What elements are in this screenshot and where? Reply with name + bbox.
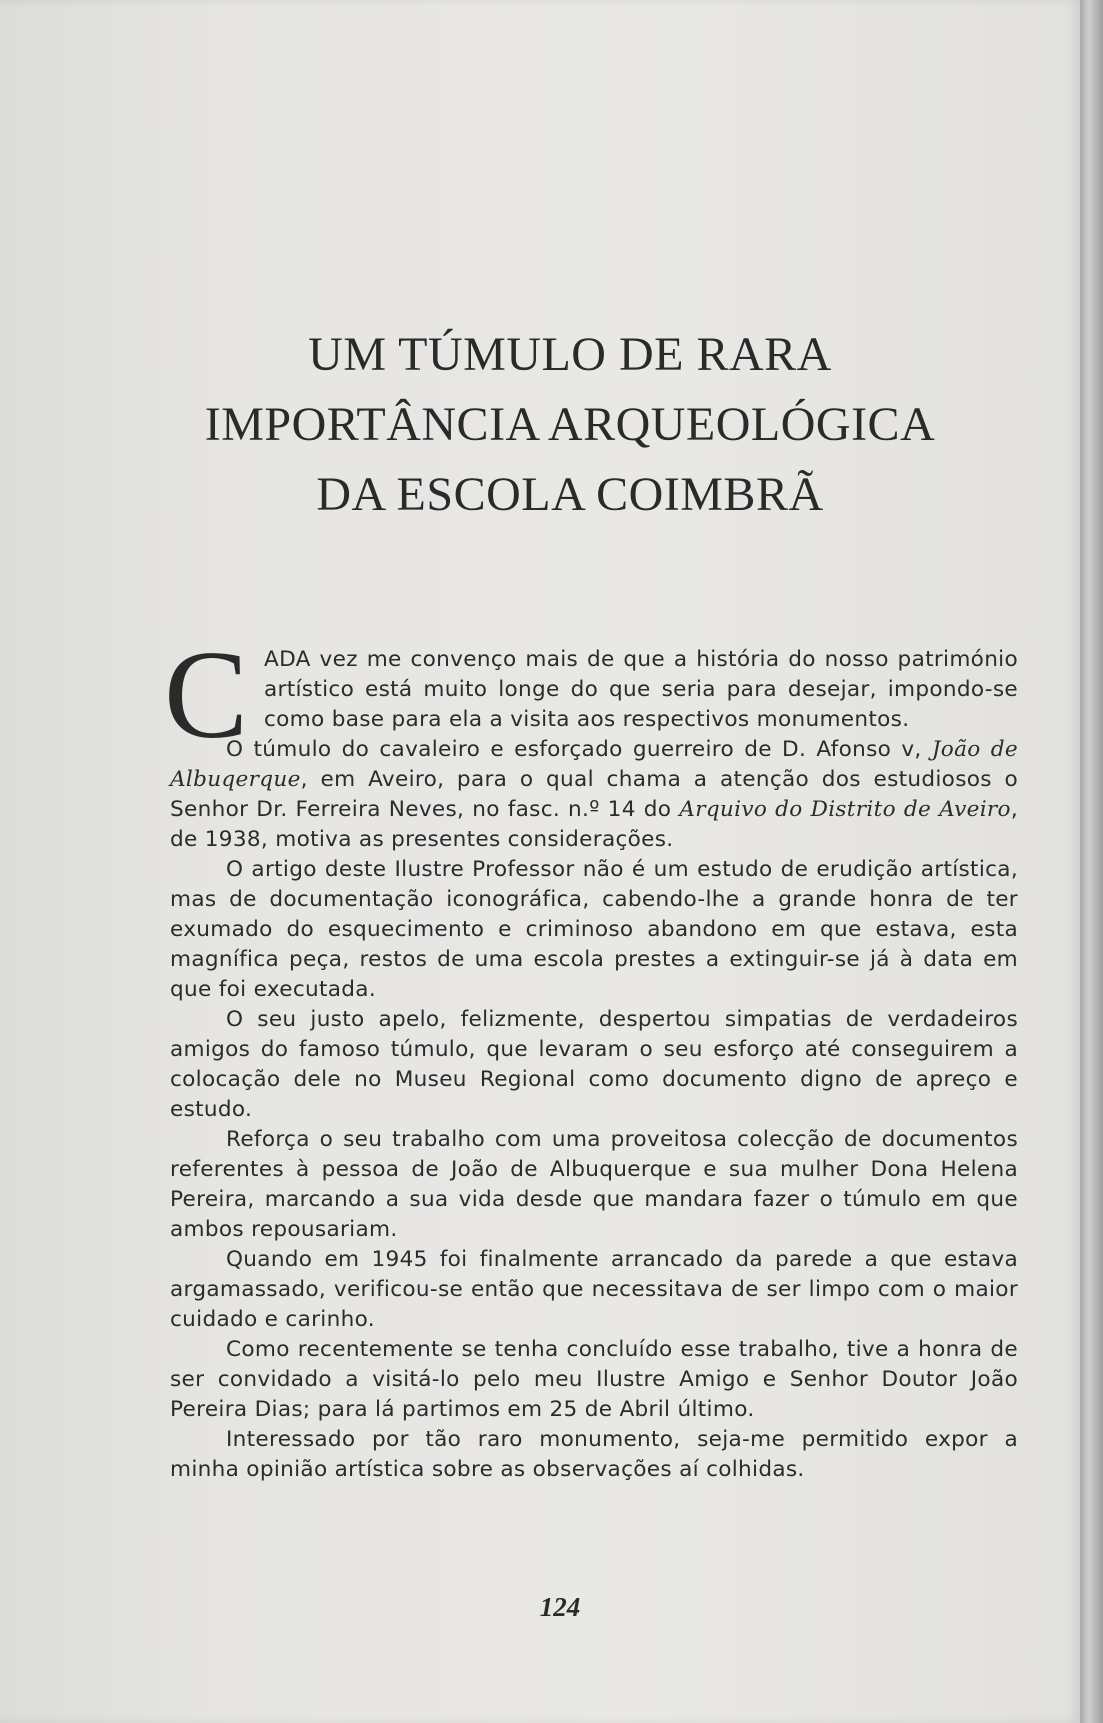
paragraph: O artigo deste Ilustre Professor não é um estudo de erudição artística, mas de documentação iconográfica, cabendo-lhe a grande honra de ter exumado do esquecimento e criminoso abandono em que estava, esta magnífica peça, restos de uma escola prestes a extinguir-se já à data em que foi executada. (170, 857, 1018, 1002)
paragraph-text: , de 1938, motiva as presentes considerações. (170, 797, 1018, 852)
person-name: João de Albuqerque (170, 737, 1019, 792)
opening-paragraph-text: ADA vez me convenço mais de que a história do nosso património artístico está muito longe do que seria para desejar, impondo-se como base para ela a visita aos respectivos monumentos. (264, 647, 1018, 732)
paragraph (170, 735, 1018, 855)
paragraph-text: O túmulo do cavaleiro e esforçado guerreiro de D. Afonso v, (226, 737, 922, 762)
title-line-1: UM TÚMULO DE RARA (308, 328, 832, 381)
title-line-3: DA ESCOLA COIMBRÃ (316, 468, 824, 521)
paragraph: Interessado por tão raro monumento, seja-me permitido expor a minha opinião artística sobre as observações aí colhidas. (170, 1427, 1018, 1482)
article-body (164, 626, 1019, 1485)
paragraph: Quando em 1945 foi finalmente arrancado da parede a que estava argamassado, verificou-se então que necessitava de ser limpo com o maior cuidado e carinho. (170, 1247, 1018, 1332)
paragraph-text: , em Aveiro, para o qual chama a atenção dos estudiosos o Senhor Dr. Ferreira Neves, no fasc. n.º 14 do (170, 767, 1018, 822)
paragraph: Reforça o seu trabalho com uma proveitosa colecção de documentos referentes à pessoa de João de Albuquerque e sua mulher Dona Helena Pereira, marcando a sua vida desde que mandara fazer o túmulo em que ambos repousariam. (170, 1127, 1018, 1242)
page-number: 124 (539, 1592, 581, 1622)
paragraph: Como recentemente se tenha concluído esse trabalho, tive a honra de ser convidado a visitá-lo pelo meu Ilustre Amigo e Senhor Doutor João Pereira Dias; para lá partimos em 25 de Abril último. (170, 1337, 1018, 1422)
journal-title: Arquivo do Distrito de Aveiro (679, 797, 1011, 822)
drop-cap: C (164, 626, 249, 765)
article-title (120, 320, 1020, 530)
paragraph: O seu justo apelo, felizmente, despertou simpatias de verdadeiros amigos do famoso túmulo, que levaram o seu esforço até conseguirem a colocação dele no Museu Regional como documento digno de apreço e estudo. (170, 1007, 1018, 1122)
title-line-2: IMPORTÂNCIA ARQUEOLÓGICA (204, 398, 936, 451)
page-edge (1080, 0, 1103, 1723)
